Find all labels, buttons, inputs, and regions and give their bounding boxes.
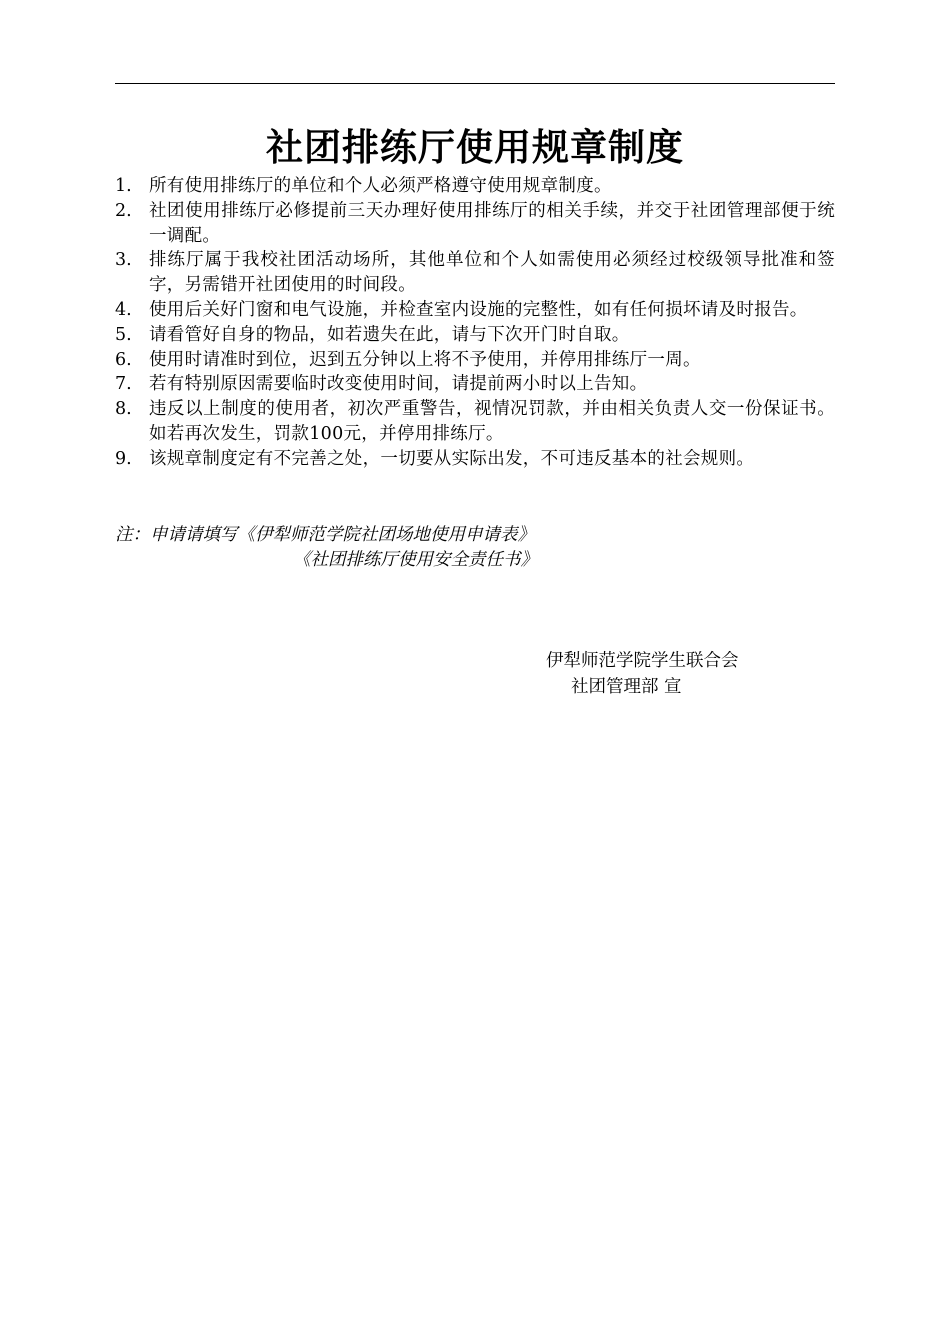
rule-text: 社团使用排练厅必修提前三天办理好使用排练厅的相关手续，并交于社团管理部便于统一调配。 <box>149 200 835 246</box>
signature-organization: 伊犁师范学院学生联合会 <box>546 651 739 671</box>
rule-item <box>115 174 835 199</box>
rule-text: 请看管好自身的物品，如若遗失在此，请与下次开门时自取。 <box>149 324 630 345</box>
note-line-responsibility: 《社团排练厅使用安全责任书》 <box>293 550 538 570</box>
rule-text: 使用后关好门窗和电气设施，并检查室内设施的完整性，如有任何损坏请及时报告。 <box>149 299 808 320</box>
rule-number: 1. <box>115 176 132 196</box>
rule-number: 5. <box>115 324 132 345</box>
rule-number: 9. <box>115 448 132 469</box>
rule-number: 8. <box>115 399 132 420</box>
rule-item <box>115 248 835 298</box>
signature-block <box>546 648 739 700</box>
rule-item <box>115 397 835 447</box>
rule-item <box>115 348 835 373</box>
rule-text: 所有使用排练厅的单位和个人必须严格遵守使用规章制度。 <box>149 176 612 196</box>
rule-item <box>115 298 835 323</box>
rule-item <box>115 199 835 249</box>
rules-list <box>115 174 835 472</box>
signature-department: 社团管理部 宣 <box>571 677 682 697</box>
rule-text: 违反以上制度的使用者，初次严重警告，视情况罚款，并由相关负责人交一份保证书。如若再次发生，罚款100元，并停用排练厅。 <box>149 399 835 444</box>
rule-text: 使用时请准时到位，迟到五分钟以上将不予使用，并停用排练厅一周。 <box>149 349 701 370</box>
rule-item <box>115 323 835 348</box>
rule-text: 若有特别原因需要临时改变使用时间，请提前两小时以上告知。 <box>149 374 648 395</box>
rule-number: 4. <box>115 299 132 320</box>
rule-item <box>115 372 835 397</box>
rule-number: 6. <box>115 349 132 370</box>
rule-number: 7. <box>115 374 132 395</box>
rule-item <box>115 447 835 472</box>
header-rule <box>115 83 835 84</box>
rule-text: 排练厅属于我校社团活动场所，其他单位和个人如需使用必须经过校级领导批准和签字，另需错开社团使用的时间段。 <box>149 250 835 296</box>
note-line-forms: 注：申请请填写《伊犁师范学院社团场地使用申请表》 <box>115 525 535 545</box>
rule-text: 该规章制度定有不完善之处，一切要从实际出发，不可违反基本的社会规则。 <box>149 448 755 469</box>
document-title: 社团排练厅使用规章制度 <box>266 126 684 169</box>
rule-number: 2. <box>115 200 132 221</box>
rule-number: 3. <box>115 250 132 271</box>
application-note <box>115 523 835 573</box>
